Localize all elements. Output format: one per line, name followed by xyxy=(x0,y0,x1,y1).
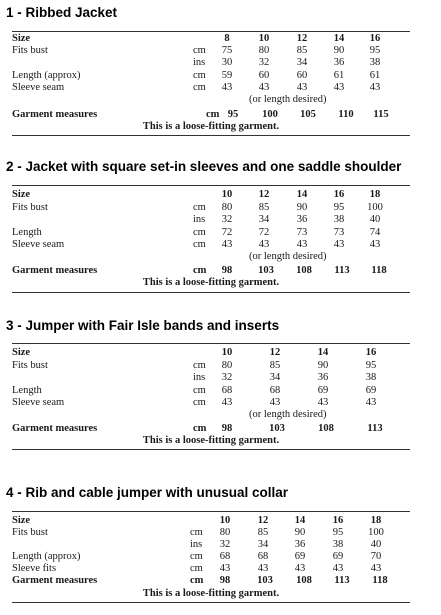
note-row xyxy=(12,94,410,106)
row-unit: cm xyxy=(190,527,203,538)
section-1-size-table xyxy=(12,27,408,139)
garment-measures-row xyxy=(12,575,410,587)
row-value: 72 xyxy=(221,227,233,238)
size-label: Size xyxy=(12,347,31,358)
size-value: 16 xyxy=(332,515,344,526)
table-bottom-rule xyxy=(12,292,410,293)
row-value: 100 xyxy=(367,202,383,213)
length-row xyxy=(12,385,410,397)
row-value: 95 xyxy=(369,45,381,56)
row-value: 43 xyxy=(219,563,231,574)
size-label: Size xyxy=(12,515,31,526)
row-value: 43 xyxy=(258,239,270,250)
garment-measures-row xyxy=(12,109,410,121)
length-note: (or length desired) xyxy=(249,251,327,262)
table-top-rule xyxy=(12,343,410,344)
garment-value: 115 xyxy=(373,109,389,120)
row-value: 68 xyxy=(269,385,281,396)
sleeve-seam-row xyxy=(12,239,410,251)
row-label: Sleeve seam xyxy=(12,239,65,250)
row-label: Sleeve fits xyxy=(12,563,57,574)
size-value: 14 xyxy=(333,33,345,44)
garment-unit: cm xyxy=(193,265,207,276)
section-3-heading: 3 - Jumper with Fair Isle bands and inserts xyxy=(6,318,280,333)
garment-value: 103 xyxy=(257,575,273,586)
size-row xyxy=(12,515,410,527)
row-value: 36 xyxy=(296,214,308,225)
sleeve-seam-row xyxy=(12,82,410,94)
garment-value: 98 xyxy=(221,423,233,434)
row-value: 80 xyxy=(221,202,233,213)
row-unit: cm xyxy=(193,70,206,81)
garment-value: 108 xyxy=(318,423,334,434)
row-unit: ins xyxy=(190,539,203,550)
loose-fitting-note: This is a loose-fitting garment. xyxy=(142,588,280,599)
row-value: 80 xyxy=(221,360,233,371)
row-value: 59 xyxy=(221,70,233,81)
size-value: 10 xyxy=(221,347,233,358)
row-value: 43 xyxy=(365,397,377,408)
row-value: 32 xyxy=(221,372,233,383)
note-row xyxy=(12,409,410,421)
garment-measures-row xyxy=(12,423,410,435)
row-value: 43 xyxy=(333,82,345,93)
length-row xyxy=(12,227,410,239)
row-unit: cm xyxy=(190,551,203,562)
row-label: Length (approx) xyxy=(12,70,81,81)
size-value: 14 xyxy=(317,347,329,358)
size-value: 16 xyxy=(365,347,377,358)
row-value: 85 xyxy=(296,45,308,56)
row-unit: cm xyxy=(193,202,206,213)
row-value: 38 xyxy=(332,539,344,550)
row-value: 69 xyxy=(365,385,377,396)
row-unit: cm xyxy=(193,385,206,396)
garment-label: Garment measures xyxy=(12,265,98,276)
table-top-rule xyxy=(12,31,410,32)
sleeve-fits-row xyxy=(12,563,410,575)
length-note: (or length desired) xyxy=(249,409,327,420)
row-value: 68 xyxy=(219,551,231,562)
garment-value: 113 xyxy=(367,423,383,434)
garment-value: 110 xyxy=(338,109,354,120)
row-value: 69 xyxy=(317,385,329,396)
garment-unit: cm xyxy=(193,423,207,434)
row-value: 43 xyxy=(257,563,269,574)
row-value: 43 xyxy=(258,82,270,93)
row-value: 100 xyxy=(368,527,384,538)
row-unit: ins xyxy=(193,372,206,383)
row-value: 72 xyxy=(258,227,270,238)
garment-value: 113 xyxy=(334,575,350,586)
row-value: 38 xyxy=(369,57,381,68)
row-value: 43 xyxy=(294,563,306,574)
row-label: Length xyxy=(12,385,42,396)
size-value: 16 xyxy=(369,33,381,44)
row-value: 34 xyxy=(269,372,281,383)
row-value: 43 xyxy=(333,239,345,250)
row-value: 43 xyxy=(296,239,308,250)
inches-row xyxy=(12,372,410,384)
row-value: 43 xyxy=(370,563,382,574)
row-value: 80 xyxy=(219,527,231,538)
row-unit: cm xyxy=(190,563,203,574)
fits-bust-row xyxy=(12,360,410,372)
row-unit: cm xyxy=(193,45,206,56)
section-4-size-table xyxy=(12,507,408,607)
row-unit: cm xyxy=(193,397,206,408)
row-value: 32 xyxy=(221,214,233,225)
loose-fitting-note: This is a loose-fitting garment. xyxy=(142,435,280,446)
row-value: 40 xyxy=(370,539,382,550)
section-1-heading: 1 - Ribbed Jacket xyxy=(6,5,118,20)
row-unit: cm xyxy=(193,239,206,250)
row-value: 85 xyxy=(258,202,270,213)
garment-label: Garment measures xyxy=(12,109,98,120)
size-value: 16 xyxy=(333,189,345,200)
row-value: 61 xyxy=(333,70,345,81)
row-value: 61 xyxy=(369,70,381,81)
garment-unit: cm xyxy=(190,575,204,586)
section-3-size-table xyxy=(12,340,408,452)
size-value: 12 xyxy=(269,347,281,358)
size-value: 14 xyxy=(296,189,308,200)
garment-value: 103 xyxy=(269,423,285,434)
garment-label: Garment measures xyxy=(12,575,98,586)
length-row xyxy=(12,551,410,563)
row-unit: cm xyxy=(193,82,206,93)
inches-row xyxy=(12,57,410,69)
row-label: Fits bust xyxy=(12,360,48,371)
section-2-size-table xyxy=(12,181,408,293)
garment-value: 100 xyxy=(262,109,278,120)
size-value: 18 xyxy=(369,189,381,200)
fits-bust-row xyxy=(12,45,410,57)
row-value: 90 xyxy=(333,45,345,56)
note-row xyxy=(12,251,410,263)
row-value: 43 xyxy=(317,397,329,408)
garment-value: 108 xyxy=(296,265,312,276)
row-value: 75 xyxy=(221,45,233,56)
size-value: 10 xyxy=(258,33,270,44)
row-label: Sleeve seam xyxy=(12,397,65,408)
row-value: 60 xyxy=(296,70,308,81)
row-value: 43 xyxy=(296,82,308,93)
size-row xyxy=(12,33,410,45)
garment-value: 103 xyxy=(258,265,274,276)
size-label: Size xyxy=(12,189,31,200)
row-value: 95 xyxy=(333,202,345,213)
garment-value: 108 xyxy=(296,575,312,586)
row-unit: ins xyxy=(193,57,206,68)
loose-fitting-note: This is a loose-fitting garment. xyxy=(142,277,280,288)
loose-fitting-note: This is a loose-fitting garment. xyxy=(142,121,280,132)
fits-bust-row xyxy=(12,527,410,539)
sleeve-seam-row xyxy=(12,397,410,409)
row-label: Fits bust xyxy=(12,45,48,56)
garment-unit: cm xyxy=(206,109,220,120)
row-value: 36 xyxy=(333,57,345,68)
row-value: 43 xyxy=(332,563,344,574)
length-note: (or length desired) xyxy=(249,94,327,105)
row-value: 90 xyxy=(294,527,306,538)
size-value: 14 xyxy=(294,515,306,526)
row-label: Sleeve seam xyxy=(12,82,65,93)
row-value: 95 xyxy=(332,527,344,538)
size-value: 8 xyxy=(224,33,230,44)
row-label: Fits bust xyxy=(12,202,48,213)
row-value: 70 xyxy=(370,551,382,562)
size-row xyxy=(12,347,410,359)
section-2-heading: 2 - Jacket with square set-in sleeves and one saddle shoulder xyxy=(6,159,402,174)
row-value: 43 xyxy=(221,397,233,408)
garment-value: 118 xyxy=(372,575,388,586)
length-row xyxy=(12,70,410,82)
row-value: 30 xyxy=(221,57,233,68)
row-value: 69 xyxy=(332,551,344,562)
size-value: 18 xyxy=(370,515,382,526)
table-top-rule xyxy=(12,511,410,512)
row-value: 43 xyxy=(221,239,233,250)
row-value: 43 xyxy=(369,82,381,93)
row-value: 40 xyxy=(369,214,381,225)
garment-value: 118 xyxy=(371,265,387,276)
row-value: 95 xyxy=(365,360,377,371)
row-value: 68 xyxy=(221,385,233,396)
table-bottom-rule xyxy=(12,449,410,450)
fits-bust-row xyxy=(12,202,410,214)
row-value: 34 xyxy=(257,539,269,550)
size-label: Size xyxy=(12,33,31,44)
garment-value: 105 xyxy=(300,109,316,120)
garment-label: Garment measures xyxy=(12,423,98,434)
table-bottom-rule xyxy=(12,602,410,603)
row-unit: ins xyxy=(193,214,206,225)
garment-measures-row xyxy=(12,265,410,277)
row-value: 38 xyxy=(333,214,345,225)
size-value: 10 xyxy=(221,189,233,200)
row-label: Length xyxy=(12,227,42,238)
inches-row xyxy=(12,539,410,551)
row-value: 85 xyxy=(269,360,281,371)
row-value: 43 xyxy=(269,397,281,408)
size-value: 12 xyxy=(296,33,308,44)
garment-value: 98 xyxy=(219,575,231,586)
row-label: Fits bust xyxy=(12,527,48,538)
row-value: 74 xyxy=(369,227,381,238)
size-row xyxy=(12,189,410,201)
row-value: 36 xyxy=(317,372,329,383)
size-value: 12 xyxy=(258,189,270,200)
size-value: 12 xyxy=(257,515,269,526)
row-value: 90 xyxy=(296,202,308,213)
table-bottom-rule xyxy=(12,135,410,136)
row-unit: cm xyxy=(193,227,206,238)
row-value: 60 xyxy=(258,70,270,81)
row-value: 85 xyxy=(257,527,269,538)
row-value: 43 xyxy=(221,82,233,93)
row-value: 80 xyxy=(258,45,270,56)
row-value: 38 xyxy=(365,372,377,383)
row-value: 43 xyxy=(369,239,381,250)
garment-value: 113 xyxy=(334,265,350,276)
row-value: 32 xyxy=(219,539,231,550)
row-label: Length (approx) xyxy=(12,551,81,562)
row-value: 34 xyxy=(258,214,270,225)
row-value: 73 xyxy=(296,227,308,238)
section-4-heading: 4 - Rib and cable jumper with unusual collar xyxy=(6,485,289,500)
row-value: 36 xyxy=(294,539,306,550)
row-value: 32 xyxy=(258,57,270,68)
row-unit: cm xyxy=(193,360,206,371)
row-value: 73 xyxy=(333,227,345,238)
size-value: 10 xyxy=(219,515,231,526)
garment-value: 95 xyxy=(227,109,239,120)
row-value: 68 xyxy=(257,551,269,562)
row-value: 34 xyxy=(296,57,308,68)
inches-row xyxy=(12,214,410,226)
row-value: 69 xyxy=(294,551,306,562)
row-value: 90 xyxy=(317,360,329,371)
table-top-rule xyxy=(12,185,410,186)
garment-value: 98 xyxy=(221,265,233,276)
